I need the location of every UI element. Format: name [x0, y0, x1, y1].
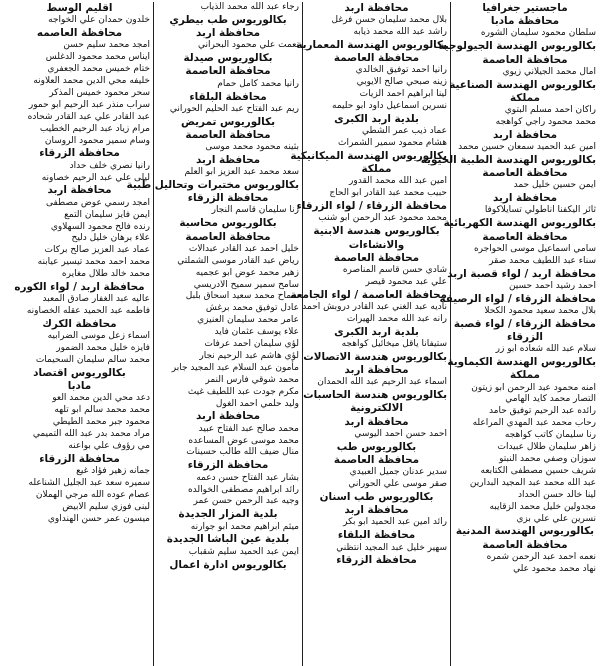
section-heading: بكالوريوس الهندسة الصناعية: [449, 78, 596, 91]
section-heading: محافظة اربد: [47, 184, 112, 197]
section-heading: محافظة البلقاء: [189, 90, 267, 103]
name-entry: نسرين علي علي بزي: [516, 513, 596, 524]
name-entry: عماد عبد العزيز صالح بركات: [44, 245, 150, 256]
name-entry: محمود جبر محمد الطيطي: [52, 417, 150, 428]
name-entry: ميثم ابراهيم محمد ابو جوارنه: [190, 521, 299, 532]
name-entry: مأمون عبد السلام عبد المجيد جابر: [171, 362, 299, 373]
name-entry: رانيا نصري خلف حداد: [69, 160, 150, 171]
section-heading: بكالوريوس مختبرات وتحاليل طبية: [126, 179, 299, 192]
name-entry: شادي حسن قاسم المناصره: [342, 265, 447, 275]
name-entry: راشد عبد الله محمد ذيابه: [353, 27, 447, 38]
name-entry: سدير عدنان جميل العبيدي: [349, 467, 447, 478]
name-entry: بشار عبد الفتاح حسن دعمه: [196, 472, 299, 483]
section-heading: مملكة: [361, 163, 392, 176]
name-entry: سحر محمود خميس المذكر: [49, 87, 150, 98]
name-entry: رائده عبد الرحيم توفيق حامد: [488, 406, 596, 417]
section-heading: بكالوريوس صيدلة: [183, 52, 273, 65]
section-heading: محافظة مادبا: [490, 15, 560, 28]
section-heading: بكالوريوس الهندسة الطبية الحيوية: [420, 153, 596, 166]
name-entry: ختام خميس محمد الجعفري: [47, 64, 150, 75]
section-heading: محافظة اربد: [492, 128, 558, 141]
name-entry: وسام سمير محمود الروسان: [44, 135, 150, 146]
section-heading: بكالوريوس الهندسة المدنية: [455, 525, 595, 538]
section-heading: بكالوريوس اقتصاد: [33, 366, 126, 379]
name-entry: سناء عبد اللطيف محمد صقر: [489, 255, 596, 266]
name-entry: ايمن فايز سليمان التمع: [64, 209, 150, 220]
name-entry: مكرم جودت عبد اللطيف غيث: [187, 386, 299, 397]
name-entry: محمد شوقي فارس النمر: [205, 374, 299, 385]
name-entry: عادل توفيق محمد برغش: [205, 303, 299, 314]
section-heading: محافظة اربد: [492, 192, 558, 205]
name-entry: وجيه عبد الرحمن حسن عمر: [193, 496, 299, 507]
name-entry: دعد محي الدين محمد العو: [52, 393, 150, 404]
name-entry: ريم عبد الفتاح عبد الحليم الحوراني: [169, 103, 299, 114]
name-entry: عاليه عبد الغفار صادق المعبد: [42, 294, 150, 305]
name-entry: مي رؤوف علي بواعنه: [68, 441, 150, 451]
name-entry: رجاء عبد الله محمد الذياب: [200, 2, 299, 12]
name-entry: عماد ذيب عمر الشطي: [362, 126, 447, 137]
section-heading: بلدية عين الباشا الجديدة: [166, 533, 290, 546]
name-entry: بلال محمد سليمان حسن فرغل: [331, 15, 447, 26]
name-entry: لينا ابراهيم احمد الزيات: [359, 89, 447, 100]
section-heading: محافظة الزرقاء: [187, 192, 269, 205]
name-entry: خليل احمد عبد القادر عبدالات: [188, 243, 299, 254]
section-heading: بكالوريوس تمريض: [180, 115, 276, 128]
section-heading: الزرقاء: [507, 331, 543, 344]
section-heading: بكالوريوس هندسة الحاسبات: [303, 389, 447, 402]
name-entry: رانيا محمد كامل حمام: [217, 78, 299, 89]
name-entry: حبيب محمد عبد القادر ابو الحاج: [329, 188, 447, 199]
name-entry: نسرين اسماعيل داود ابو حليمه: [332, 101, 447, 112]
name-entry: راكان احمد مسلم البتوي: [504, 105, 596, 116]
name-entry: علاء يوسف عثمان فايد: [214, 327, 299, 338]
name-entry: سوزان وصفي محمد النبتو: [499, 453, 596, 464]
section-heading: بكالوريوس طب بيطري: [169, 13, 287, 26]
name-entry: سعد محمد عبد العزيز ابو العلم: [184, 167, 299, 178]
name-entry: رائد ابراهيم مصطفى الخوالده: [187, 484, 299, 495]
section-heading: مملكة: [510, 91, 540, 104]
name-entry: فايزه خليل محمد الضمور: [56, 343, 150, 354]
name-entry: ستيفانا ياقل ميخائيل كواهجه: [341, 339, 447, 350]
name-entry: ايناس محمد محمود الدغلس: [45, 52, 150, 63]
section-heading: محافظة الزرقاء: [39, 452, 120, 465]
name-entry: رائد امين عبد الحميد ابو بكر: [343, 517, 447, 528]
name-entry: احمد حسن احمد اليوسي: [354, 428, 447, 439]
section-heading: بكالوريوس محاسبة: [179, 217, 277, 230]
section-heading: محافظة الزرقاء / لواء الرصيفه: [439, 292, 596, 305]
name-entry: رياض عبد القادر موسى الشملتي: [177, 255, 299, 266]
section-heading: بكالوريوس الهندسة الكيماوية: [447, 356, 596, 369]
name-entry: ناديه عبد الغني عبد القادر دروبش احمد: [302, 302, 447, 313]
section-heading: بلدية اربد الكبرى: [334, 113, 419, 126]
section-heading: بكالوريوس الهندسة الجيولوجية: [438, 40, 596, 53]
name-entry: فاطمه عبد الحميد عقله الخصاونه: [26, 306, 150, 317]
section-heading: بكالوريوس طب اسنان: [319, 490, 434, 503]
section-heading: محافظة الزرقاء: [336, 554, 417, 567]
section-heading: ماجستير جغرافيا: [482, 2, 568, 14]
name-entry: بثينه محمود محمد موسى: [205, 142, 299, 153]
section-heading: محافظة الزرقاء / لواء قصبة: [453, 317, 596, 330]
section-heading: اقليم الوسط: [46, 2, 113, 14]
name-entry: امين عبد الحميد سمعان حسين محمد: [458, 142, 596, 153]
section-heading: بلدية المزار الجديدة: [178, 508, 278, 521]
section-heading: محافظة العاصمة: [482, 53, 568, 66]
column-2: [290, 2, 451, 666]
name-entry: علاء برهان خليل دليح: [71, 233, 150, 244]
section-heading: محافظة الزرقاء: [187, 459, 269, 472]
name-entry: منال ضيف الله طالب حسينات: [186, 447, 299, 458]
section-heading: محافظة العاصمة: [333, 453, 420, 466]
section-heading: محافظة العاصمة: [482, 167, 568, 180]
section-heading: محافظة الزرقاء: [39, 147, 120, 160]
name-entry: اسماء زعل موسى الضرابيه: [47, 331, 150, 342]
name-entry: امجد رسمي عوض مصطفى: [46, 197, 150, 208]
name-entry: ايمن عبد الحميد سليم شقباب: [188, 546, 299, 557]
section-heading: مملكة: [510, 369, 540, 382]
section-heading: محافظة العاصمة: [333, 52, 420, 65]
name-entry: زاهر سليمان طلال عبيدات: [497, 442, 596, 453]
section-heading: محافظة العاصمة: [185, 230, 271, 243]
name-entry: رانيا احمد توفيق الخالدي: [355, 65, 447, 76]
section-heading: محافظة اربد: [344, 2, 409, 14]
name-entry: مرام زياد عبد الرحيم الخطيب: [39, 123, 150, 134]
name-entry: سماح محمد سعيد اسحاق بلبل: [185, 291, 299, 302]
name-entry: احمد رشيد احمد حسين: [508, 280, 596, 291]
name-entry: رنا سليمان قاسم النجار: [211, 205, 299, 216]
name-entry: عبد القادر علي عبد القادر شحاده: [27, 111, 150, 122]
name-entry: سلام عبد الله شعاده ابو زر: [495, 344, 596, 355]
section-heading: محافظة العاصمة: [333, 251, 420, 264]
section-heading: محافظة اربد: [195, 153, 261, 166]
section-heading: محافظة الكرك: [42, 318, 117, 331]
name-entry: محمد محمود عبد الرحمن ابو شنب: [318, 213, 447, 224]
section-heading: محافظة العاصمه: [36, 27, 123, 40]
section-heading: محافظة اربد: [344, 415, 409, 428]
name-entry: امجد محمد سليم حسن: [63, 40, 150, 51]
name-entry: سلطان محمود سليمان الشوره: [480, 28, 596, 39]
name-entry: نهاد محمد محمود علي: [513, 563, 596, 574]
section-heading: محافظة اربد / لواء قصبة اربد: [447, 267, 596, 280]
name-entry: التصار محمد كايد الهامي: [505, 394, 596, 405]
name-entry: زهير محمد عوض ابو عجميه: [195, 267, 299, 278]
name-entry: سراب منذر عبد الرحيم ابو حمور: [28, 99, 150, 110]
section-heading: بكالوريوس هندسة الاتصالات: [303, 350, 447, 363]
name-entry: وليد حلمي احمد الغول: [215, 398, 299, 409]
section-heading: محافظة العاصمة: [185, 65, 271, 78]
name-entry: ميسون عمر حسن الهنداوي: [47, 513, 150, 524]
name-entry: رنا سليمان كاتب كواهجه: [504, 430, 596, 441]
name-entry: ثائر اليكفنا اناطولي تسايلاكوفا: [484, 205, 596, 216]
name-entry: ايمن حسين خليل حمد: [513, 180, 596, 191]
name-entry: محمد محمود راجي كواهجه: [495, 116, 596, 127]
section-heading: بلدية اربد الكبرى: [334, 325, 419, 338]
section-heading: محافظة العاصمة: [482, 230, 568, 243]
name-entry: سهير خليل عبد المجيد انتظني: [336, 542, 447, 553]
name-entry: ليلى علي عبد الرحيم خصاونه: [41, 172, 150, 183]
section-heading: محافظة اربد: [344, 364, 409, 377]
section-heading: محافظة البلقاء: [337, 529, 416, 542]
section-heading: بكالوريوس الهندسة المعمارية: [296, 39, 447, 52]
name-entry: سميره سعد عبد الجليل الشناعله: [28, 478, 150, 489]
name-entry: لبنى فوزي سليم الابيض: [62, 501, 150, 512]
name-entry: رحاب محمد عبد المهدي المراعله: [472, 418, 596, 429]
name-entry: جمانه زهير فؤاد غيع: [76, 466, 150, 477]
name-entry: محمد خالد طلال مغايره: [61, 269, 150, 280]
name-entry: نعمه احمد عبد الرحمن شمره: [486, 551, 596, 562]
name-entry: محمد موسى عوض المساعده: [188, 435, 299, 446]
section-heading: محافظة الزرقاء / لواء الزرقاء: [296, 200, 447, 213]
section-heading: مادبا: [67, 380, 92, 393]
section-heading: بكالوريوس الهندسة الميكانيكية: [290, 150, 447, 163]
name-entry: زينه صبحي صالح الايوبي: [356, 77, 447, 88]
name-entry: امال محمد الجيلاني زيوي: [502, 66, 596, 77]
section-heading: بكالوريوس طب: [336, 440, 417, 453]
section-heading: محافظة العاصمة: [482, 538, 568, 551]
name-entry: محمد سالم سليمان السحيمات: [35, 355, 150, 366]
name-entry: شريف حسين مصطفى الكتابعه: [480, 465, 596, 476]
section-heading: محافظة اربد: [195, 410, 261, 423]
name-entry: علي عبد محمود قيصر: [365, 276, 447, 287]
name-entry: امين عبد الله محمد القدور: [349, 176, 447, 187]
name-entry: محمد احمد محمد تيسير عيابنه: [37, 257, 150, 268]
name-entry: سامح سمير سميح الادريسي: [193, 279, 299, 290]
column-4: [6, 2, 154, 666]
section-heading: محافظة اربد / لواء الكوره: [14, 281, 145, 294]
name-entry: رنده فالح محمود السهلاوي: [50, 221, 150, 232]
name-entry: هشام محمود سمير الشمراث: [337, 138, 447, 149]
name-entry: صقر موسى علي الحوراني: [348, 479, 447, 490]
name-entry: لينا خالد حسن الحداد: [518, 489, 596, 500]
name-entry: امنه محمود عبد الرحمن ابو زيتون: [471, 382, 596, 393]
name-entry: عامر محمد سليمان العنيزي: [197, 315, 299, 326]
name-entry: مجدولين خليل محمد الزقايبه: [489, 501, 596, 512]
section-heading: بكالوريوس ادارة اعمال: [169, 558, 287, 571]
section-heading: محافظة العاصمة: [185, 128, 271, 141]
name-entry: نعمت علي محمود البحراني: [197, 40, 299, 51]
name-entry: لؤي سليمان احمد عرفات: [204, 339, 299, 350]
name-entry: عبد الله محمد عبد المجيد البدارين: [469, 477, 596, 488]
name-entry: سامي اسماعيل موسى الحواجره: [473, 243, 596, 254]
name-entry: خلدون حمدان علي الخواجه: [48, 15, 150, 26]
name-entry: اسماء عبد الرحيم عبد الله الحمدان: [317, 377, 447, 388]
name-entry: محمد صالح عبد الفتاح عبيد: [198, 423, 299, 434]
name-entry: محمد محمد سالم ابو تلهه: [54, 405, 150, 416]
name-entry: رانه عبد الله محمد الهيرات: [346, 313, 447, 324]
name-entry: لؤي هاشم عبد الرحيم نجار: [199, 350, 299, 361]
section-heading: بكالوريوس الهندسة الكهربائية: [443, 217, 596, 230]
column-1: [420, 2, 599, 666]
section-heading: محافظة العاصمة / لواء الجامعة: [290, 288, 447, 301]
name-entry: بلال محمد سعيد محمود الكحلا: [484, 305, 596, 316]
name-entry: خليفه محي الدين محمد العلاونه: [33, 76, 150, 87]
section-heading: بكالوريوس هندسة الابنية: [313, 225, 440, 238]
name-entry: مراد محمد بدر عبد الله التميمي: [32, 429, 150, 440]
section-heading: الالكترونية: [350, 402, 403, 415]
section-heading: محافظة اربد: [195, 27, 261, 40]
column-3: [126, 2, 303, 666]
name-entry: عصام عوده الله مرجي الهملان: [35, 489, 150, 500]
section-heading: محافظة اربد: [344, 504, 409, 517]
section-heading: والانشاءات: [348, 238, 405, 251]
